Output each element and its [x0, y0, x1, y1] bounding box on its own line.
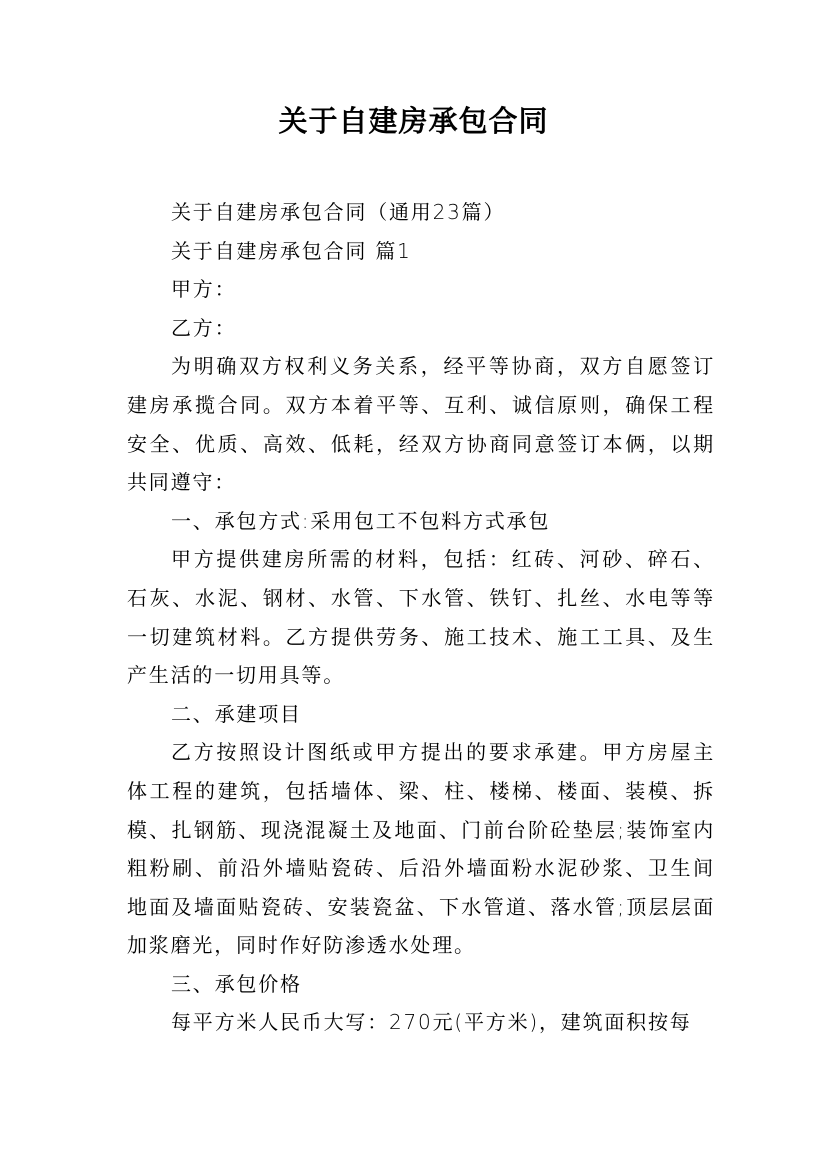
- subtitle-paragraph: 关于自建房承包合同（通用23篇）: [171, 200, 506, 224]
- section-heading: 关于自建房承包合同 篇1: [171, 238, 412, 263]
- document-title: 关于自建房承包合同: [278, 104, 549, 138]
- party-b-line: 乙方：: [171, 315, 237, 340]
- clause-paragraph-1: 甲方提供建房所需的材料，包括：红砖、河砂、碎石、石灰、水泥、钢材、水管、下水管、铁钉、扎丝、水电等等一切建筑材料。乙方提供劳务、施工技术、施工工具、及生产生活的一切用具等。: [127, 547, 715, 688]
- document-body: [127, 193, 715, 1042]
- clause-heading-1: 一、承包方式:采用包工不包料方式承包: [171, 508, 551, 533]
- clause-heading-3: 三、承包价格: [171, 971, 302, 996]
- clause-paragraph-2: 乙方按照设计图纸或甲方提出的要求承建。甲方房屋主体工程的建筑，包括墙体、梁、柱、楼梯、楼面、装模、拆模、扎钢筋、现浇混凝土及地面、门前台阶砼垫层;装饰室内粗粉刷、前沿外墙贴瓷砖、后沿外墙面粉水泥砂浆、卫生间地面及墙面贴瓷砖、安装瓷盆、下水管道、落水管;顶层层面加浆磨光，同时作好防渗透水处理。: [127, 740, 715, 958]
- preamble-paragraph: 为明确双方权利义务关系，经平等协商，双方自愿签订建房承揽合同。双方本着平等、互利、诚信原则，确保工程安全、优质、高效、低耗，经双方协商同意签订本俩，以期共同遵守：: [127, 354, 715, 495]
- clause-paragraph-3: 每平方米人民币大写：270元(平方米)，建筑面积按每: [171, 1010, 692, 1035]
- party-a-line: 甲方：: [171, 277, 237, 302]
- clause-heading-2: 二、承建项目: [171, 701, 302, 726]
